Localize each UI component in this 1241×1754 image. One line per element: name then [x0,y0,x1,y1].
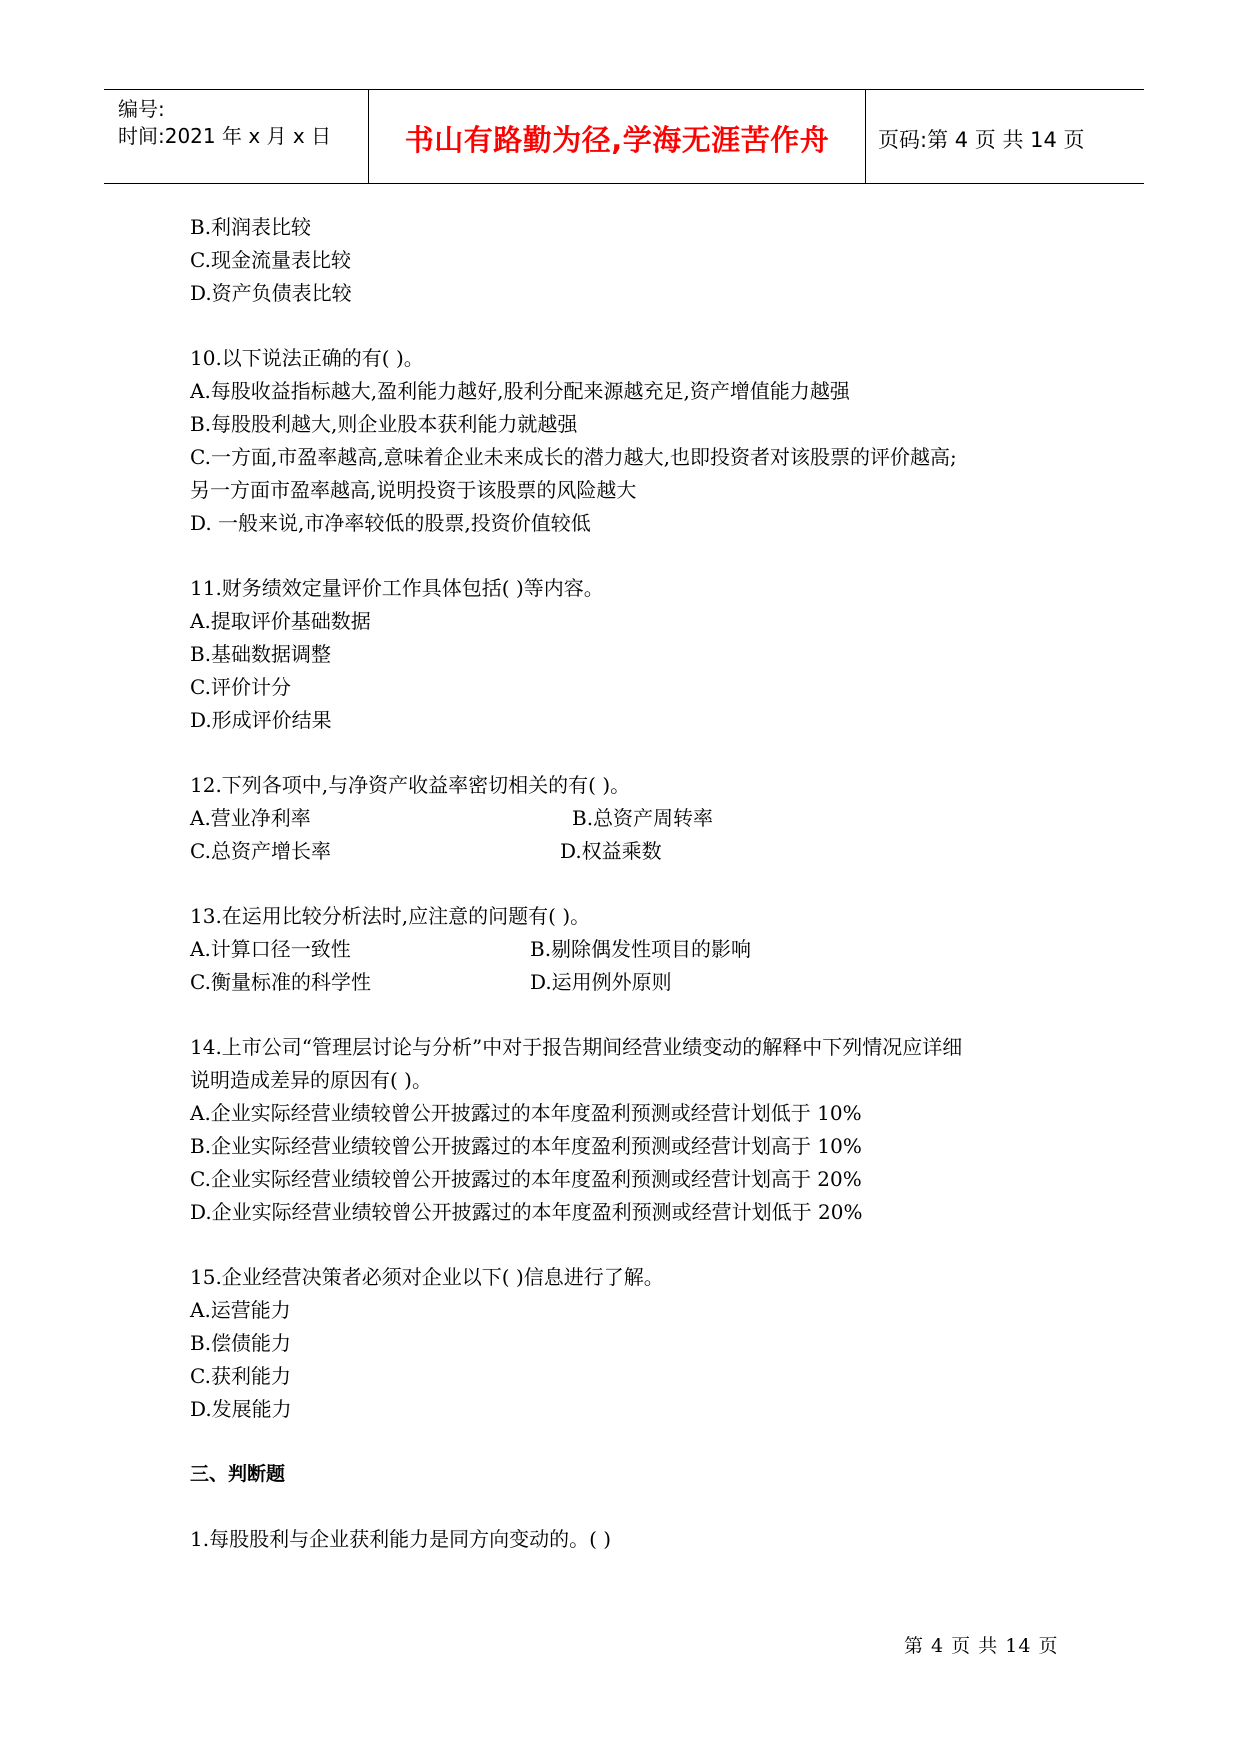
option-c: C.一方面,市盈率越高,意味着企业未来成长的潜力越大,也即投资者对该股票的评价越高; [190,445,957,469]
option-b: B.企业实际经营业绩较曾公开披露过的本年度盈利预测或经营计划高于 10% [190,1134,862,1158]
option-c: C.评价计分 [190,675,291,699]
option-a: A.计算口径一致性 [190,937,351,961]
header-page-cell [866,90,1144,183]
question-12 [190,769,1090,868]
question-stem-continued: 说明造成差异的原因有( )。 [190,1068,432,1092]
document-time-label: 时间:2021 年 x 月 x 日 [118,124,332,148]
option-d: D.形成评价结果 [190,708,332,732]
option-a: A.提取评价基础数据 [190,609,371,633]
question-stem: 14.上市公司“管理层讨论与分析”中对于报告期间经营业绩变动的解释中下列情况应详细 [190,1035,963,1059]
options-row [190,933,1090,966]
question-11 [190,572,1090,737]
question-9-tail [190,211,1090,310]
option-c: C.总资产增长率 [190,839,331,863]
option-c: C.衡量标准的科学性 [190,970,371,994]
header-page-code: 页码:第 4 页 共 14 页 [878,128,1085,152]
question-stem: 12.下列各项中,与净资产收益率密切相关的有( )。 [190,773,631,797]
document-body [190,211,1090,1556]
page-footer: 第 4 页 共 14 页 [904,1635,1059,1657]
option-d: D.企业实际经营业绩较曾公开披露过的本年度盈利预测或经营计划低于 20% [190,1200,863,1224]
option-d: D.发展能力 [190,1397,292,1421]
options-row [190,802,1090,835]
judgment-question-1: 1.每股股利与企业获利能力是同方向变动的。( ) [190,1527,612,1551]
question-14 [190,1031,1090,1229]
option-b: B.剔除偶发性项目的影响 [530,937,752,961]
page-header [104,89,1144,184]
option-b: B.每股股利越大,则企业股本获利能力就越强 [190,412,578,436]
header-motto: 书山有路勤为径,学海无涯苦作舟 [404,123,830,157]
option-a: A.营业净利率 [190,806,311,830]
option-d: D.权益乘数 [560,839,662,863]
options-row [190,966,1090,999]
document-number-label: 编号: [118,97,165,121]
question-13 [190,900,1090,999]
option-d: D.资产负债表比较 [190,281,352,305]
option-c: C.获利能力 [190,1364,291,1388]
option-a: A.企业实际经营业绩较曾公开披露过的本年度盈利预测或经营计划低于 10% [190,1101,862,1125]
question-stem: 11.财务绩效定量评价工作具体包括( )等内容。 [190,576,604,600]
question-stem: 10.以下说法正确的有( )。 [190,346,424,370]
option-b: B.总资产周转率 [572,806,714,830]
header-info-cell [104,90,369,183]
option-d: D. 一般来说,市净率较低的股票,投资价值较低 [190,511,591,535]
options-row [190,835,1090,868]
option-c: C.企业实际经营业绩较曾公开披露过的本年度盈利预测或经营计划高于 20% [190,1167,862,1191]
option-b: B.基础数据调整 [190,642,332,666]
option-a: A.运营能力 [190,1298,291,1322]
section-heading: 三、判断题 [190,1463,286,1485]
option-b: B.利润表比较 [190,215,312,239]
option-d: D.运用例外原则 [530,970,672,994]
question-stem: 15.企业经营决策者必须对企业以下( )信息进行了解。 [190,1265,664,1289]
option-b: B.偿债能力 [190,1331,292,1355]
header-motto-cell [369,90,866,183]
option-c-continued: 另一方面市盈率越高,说明投资于该股票的风险越大 [190,478,637,502]
option-a: A.每股收益指标越大,盈利能力越好,股利分配来源越充足,资产增值能力越强 [190,379,850,403]
question-stem: 13.在运用比较分析法时,应注意的问题有( )。 [190,904,591,928]
option-c: C.现金流量表比较 [190,248,351,272]
question-15 [190,1261,1090,1426]
question-10 [190,342,1090,540]
